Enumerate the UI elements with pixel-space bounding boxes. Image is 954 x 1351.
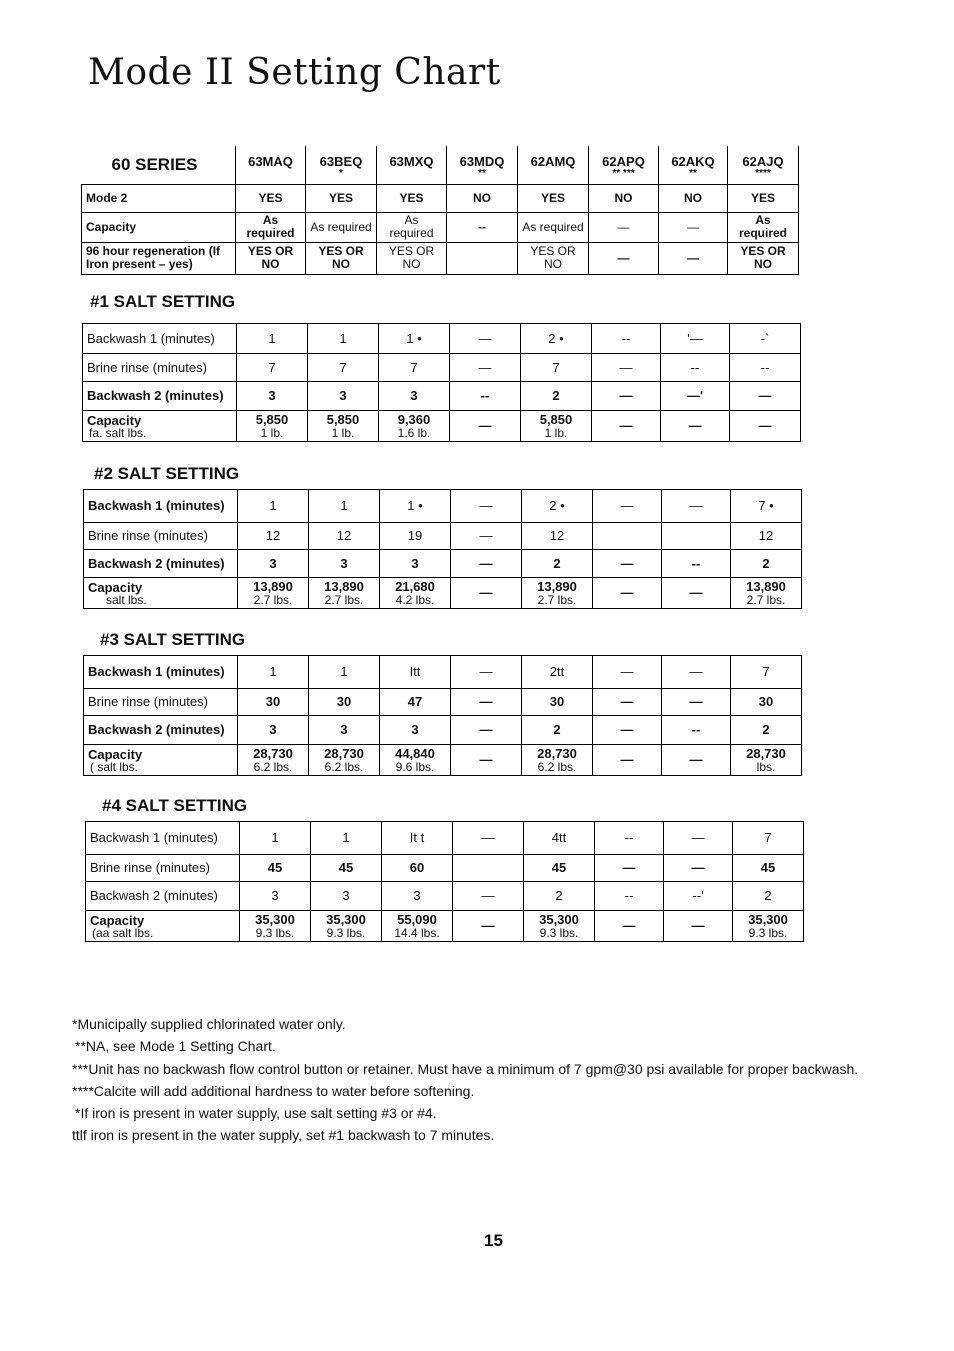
cell: 12: [238, 523, 309, 550]
cell: 3: [379, 382, 450, 411]
capacity-value: 28,730: [324, 745, 364, 761]
model-name: 62AKQ: [671, 153, 715, 169]
capacity-sublabel: ( salt lbs.: [90, 759, 139, 774]
model-mark: [240, 169, 301, 175]
cell: —: [451, 550, 522, 578]
footnote: **NA, see Mode 1 Setting Chart.: [75, 1038, 276, 1055]
capacity-value: —: [688, 418, 702, 434]
cell: YES OR NO: [306, 242, 377, 274]
salt-amount: 9.3 lbs.: [748, 925, 788, 940]
cell: [662, 745, 731, 776]
cell: 3: [238, 550, 309, 578]
cell: [593, 745, 662, 776]
cell: [380, 745, 451, 776]
capacity-value: —: [478, 418, 492, 434]
salt-amount: 2.7 lbs.: [253, 592, 293, 607]
capacity-value: 28,730: [746, 745, 786, 761]
cell: —: [451, 689, 522, 716]
row-label: Backwash 2 (minutes): [84, 716, 238, 745]
capacity-value: —: [620, 585, 634, 601]
table-row: [83, 411, 801, 442]
row-label: Brine rinse (minutes): [84, 523, 238, 550]
capacity-value: 35,300: [748, 911, 788, 927]
cell: 30: [522, 689, 593, 716]
cell: As required: [306, 212, 377, 242]
cell: -`: [730, 324, 801, 354]
cell: —: [659, 212, 728, 242]
salt-amount: 1.6 lb.: [397, 425, 431, 440]
cell: YES OR NO: [236, 242, 306, 274]
cell: [379, 411, 450, 442]
cell: [593, 523, 662, 550]
cell: YES: [377, 184, 447, 212]
cell: —: [451, 656, 522, 689]
cell: --: [447, 212, 518, 242]
row-label: [86, 911, 240, 942]
row-label: Backwash 1 (minutes): [83, 324, 237, 354]
table-row: [84, 716, 802, 745]
capacity-value: —: [622, 918, 636, 934]
cell: 3: [380, 716, 451, 745]
cell: '—: [661, 324, 730, 354]
section-heading: #2 SALT SETTING: [94, 464, 240, 483]
capacity-value: —: [479, 585, 493, 601]
capacity-value: 35,300: [326, 911, 366, 927]
model-header: [306, 146, 377, 184]
cell: 2tt: [522, 656, 593, 689]
cell: [730, 411, 801, 442]
capacity-value: 21,680: [395, 578, 435, 594]
cell: 1 •: [379, 324, 450, 354]
table-row: [82, 184, 799, 212]
cell: 1: [309, 656, 380, 689]
cell: 7 •: [731, 490, 802, 523]
model-name: 63MXQ: [389, 153, 434, 169]
cell: —: [730, 382, 801, 411]
cell: —: [592, 354, 661, 382]
cell: 1: [311, 822, 382, 855]
cell: 45: [311, 855, 382, 882]
cell: 12: [731, 523, 802, 550]
model-header: [377, 146, 447, 184]
model-name: 63MDQ: [459, 153, 505, 169]
cell: YES OR NO: [728, 242, 799, 274]
cell: —: [592, 382, 661, 411]
cell: —: [664, 855, 733, 882]
model-name: 62AJQ: [742, 153, 784, 169]
cell: [662, 523, 731, 550]
cell: —: [662, 656, 731, 689]
model-mark: **: [478, 167, 486, 179]
table-row: [86, 911, 804, 942]
model-mark: [522, 169, 584, 175]
cell: It t: [382, 822, 453, 855]
table-row: [82, 242, 799, 274]
cell: 60: [382, 855, 453, 882]
row-label: [84, 578, 238, 609]
capacity-value: 55,090: [397, 911, 437, 927]
cell: [238, 745, 309, 776]
table-row: [83, 324, 801, 354]
cell: 19: [380, 523, 451, 550]
cell: 45: [524, 855, 595, 882]
cell: --: [730, 354, 801, 382]
cell: 45: [240, 855, 311, 882]
cell: —: [589, 212, 659, 242]
cell: 2: [733, 882, 804, 911]
cell: [522, 745, 593, 776]
cell: As required: [518, 212, 589, 242]
section-heading: #4 SALT SETTING: [102, 796, 248, 815]
cell: 3: [240, 882, 311, 911]
cell: —: [453, 822, 524, 855]
salt-amount: 1 lb.: [544, 425, 568, 440]
capacity-label: Capacity: [88, 746, 143, 762]
cell: [450, 411, 521, 442]
cell: [733, 911, 804, 942]
cell: 47: [380, 689, 451, 716]
cell: 3: [311, 882, 382, 911]
model-header: [236, 146, 306, 184]
row-label: Mode 2: [82, 184, 236, 212]
row-label: Backwash 1 (minutes): [86, 822, 240, 855]
section-heading: #1 SALT SETTING: [90, 292, 236, 311]
salt-amount: 9.6 lbs.: [395, 759, 435, 774]
table-row: [84, 656, 802, 689]
capacity-label: Capacity: [87, 412, 142, 428]
row-label: 96 hour regeneration (If Iron present – yes): [82, 242, 236, 274]
cell: [453, 855, 524, 882]
cell: 3: [309, 550, 380, 578]
cell: 7: [237, 354, 308, 382]
cell: 30: [731, 689, 802, 716]
salt-amount: 6.2 lbs.: [537, 759, 577, 774]
model-header: [447, 146, 518, 184]
row-label: [84, 745, 238, 776]
cell: —: [595, 855, 664, 882]
capacity-sublabel: salt lbs.: [106, 592, 147, 607]
cell: [380, 578, 451, 609]
model-header: [728, 146, 799, 184]
row-label: Brine rinse (minutes): [84, 689, 238, 716]
cell: --': [664, 882, 733, 911]
salt-amount: 6.2 lbs.: [324, 759, 364, 774]
cell: —: [450, 324, 521, 354]
cell: [308, 411, 379, 442]
salt-amount: 1 lb.: [331, 425, 355, 440]
capacity-value: —: [758, 418, 772, 434]
cell: [447, 242, 518, 274]
capacity-value: 13,890: [324, 578, 364, 594]
cell: [451, 578, 522, 609]
cell: 2 •: [522, 490, 593, 523]
footnote: *Municipally supplied chlorinated water only.: [72, 1016, 346, 1032]
model-header: [518, 146, 589, 184]
cell: Itt: [380, 656, 451, 689]
cell: 2: [731, 550, 802, 578]
cell: 7: [308, 354, 379, 382]
salt-amount: 2.7 lbs.: [746, 592, 786, 607]
cell: [311, 911, 382, 942]
cell: 2: [522, 716, 593, 745]
cell: [382, 911, 453, 942]
capacity-value: —: [620, 752, 634, 768]
capacity-value: —: [481, 918, 495, 934]
cell: [592, 411, 661, 442]
salt-setting-table: [83, 489, 802, 609]
salt-amount: 9.3 lbs.: [255, 925, 295, 940]
capacity-value: 35,300: [255, 911, 295, 927]
cell: 3: [237, 382, 308, 411]
cell: 30: [238, 689, 309, 716]
salt-setting-table: [82, 323, 801, 442]
cell: --: [592, 324, 661, 354]
cell: As required: [377, 212, 447, 242]
cell: 7: [731, 656, 802, 689]
cell: 3: [382, 882, 453, 911]
cell: [309, 578, 380, 609]
cell: —: [451, 716, 522, 745]
capacity-value: —: [689, 585, 703, 601]
row-label: Backwash 2 (minutes): [86, 882, 240, 911]
salt-amount: lbs.: [756, 759, 776, 774]
salt-amount: 2.7 lbs.: [324, 592, 364, 607]
salt-amount: 1 lb.: [260, 425, 284, 440]
cell: As required: [728, 212, 799, 242]
cell: —: [589, 242, 659, 274]
cell: [731, 745, 802, 776]
cell: —: [593, 689, 662, 716]
capacity-value: 13,890: [537, 578, 577, 594]
table-row: [83, 354, 801, 382]
salt-amount: 2.7 lbs.: [537, 592, 577, 607]
cell: 7: [733, 822, 804, 855]
cell: 1 •: [380, 490, 451, 523]
cell: [309, 745, 380, 776]
footnote: ttlf iron is present in the water supply, set #1 backwash to 7 minutes.: [72, 1127, 495, 1144]
capacity-value: 44,840: [395, 745, 435, 761]
table-row: [84, 689, 802, 716]
model-header: [589, 146, 659, 184]
cell: —: [664, 822, 733, 855]
table-row: [82, 212, 799, 242]
cell: 7: [521, 354, 592, 382]
cell: NO: [447, 184, 518, 212]
cell: —: [450, 354, 521, 382]
model-name: 62APQ: [602, 153, 645, 169]
table-row: [84, 490, 802, 523]
capacity-value: 28,730: [537, 745, 577, 761]
series-label: 60 SERIES: [82, 146, 236, 184]
model-mark: [381, 169, 442, 175]
capacity-label: Capacity: [88, 579, 143, 595]
cell: 3: [308, 382, 379, 411]
capacity-value: 5,850: [255, 411, 289, 427]
cell: YES: [306, 184, 377, 212]
cell: —: [593, 490, 662, 523]
cell: 2: [522, 550, 593, 578]
cell: 4tt: [524, 822, 595, 855]
capacity-label: Capacity: [90, 912, 145, 928]
table-row: [84, 523, 802, 550]
cell: —: [593, 656, 662, 689]
capacity-value: —: [691, 918, 705, 934]
row-label: [83, 411, 237, 442]
cell: [524, 911, 595, 942]
capacity-value: —: [689, 752, 703, 768]
footnote: ***Unit has no backwash flow control button or retainer. Must have a minimum of 7 gpm@30 psi available for proper backwash.: [72, 1060, 859, 1077]
cell: NO: [589, 184, 659, 212]
footnote: ****Calcite will add additional hardness to water before softening.: [72, 1082, 475, 1099]
cell: YES: [236, 184, 306, 212]
page-number: 15: [484, 1231, 503, 1250]
cell: 12: [309, 523, 380, 550]
salt-amount: 4.2 lbs.: [395, 592, 435, 607]
capacity-value: 28,730: [253, 745, 293, 761]
cell: NO: [659, 184, 728, 212]
row-label: Brine rinse (minutes): [86, 855, 240, 882]
cell: --: [595, 882, 664, 911]
salt-amount: 9.3 lbs.: [539, 925, 579, 940]
cell: [238, 578, 309, 609]
cell: 30: [309, 689, 380, 716]
cell: 2 •: [521, 324, 592, 354]
page-title: Mode II Setting Chart: [88, 52, 501, 93]
footnotes: [72, 1013, 858, 1147]
table-row: [86, 882, 804, 911]
cell: YES: [728, 184, 799, 212]
model-name: 62AMQ: [530, 153, 576, 169]
cell: YES OR NO: [377, 242, 447, 274]
salt-setting-table: [83, 655, 802, 776]
cell: [237, 411, 308, 442]
row-label: Backwash 1 (minutes): [84, 656, 238, 689]
model-mark: **: [689, 167, 697, 179]
table-row: [84, 550, 802, 578]
cell: [661, 411, 730, 442]
cell: —: [662, 689, 731, 716]
table-row: [83, 382, 801, 411]
cell: 1: [237, 324, 308, 354]
cell: 1: [238, 656, 309, 689]
cell: --: [661, 354, 730, 382]
footnote: *If iron is present in water supply, use salt setting #3 or #4.: [75, 1105, 437, 1122]
cell: 3: [309, 716, 380, 745]
row-label: Capacity: [82, 212, 236, 242]
table-row: [84, 745, 802, 776]
cell: 3: [238, 716, 309, 745]
capacity-value: 5,850: [326, 411, 360, 427]
cell: --: [595, 822, 664, 855]
cell: 2: [731, 716, 802, 745]
cell: YES OR NO: [518, 242, 589, 274]
cell: --: [662, 550, 731, 578]
cell: 45: [733, 855, 804, 882]
cell: 2: [524, 882, 595, 911]
cell: —: [453, 882, 524, 911]
capacity-sublabel: fa. salt lbs.: [89, 425, 147, 440]
table-row: [84, 578, 802, 609]
cell: As required: [236, 212, 306, 242]
cell: [664, 911, 733, 942]
cell: --: [450, 382, 521, 411]
cell: [595, 911, 664, 942]
model-name: 63BEQ: [319, 153, 363, 169]
capacity-sublabel: (aa salt lbs.: [92, 925, 154, 940]
cell: [662, 578, 731, 609]
cell: —: [593, 716, 662, 745]
capacity-value: 13,890: [253, 578, 293, 594]
cell: [521, 411, 592, 442]
cell: 1: [309, 490, 380, 523]
cell: 3: [380, 550, 451, 578]
cell: —: [659, 242, 728, 274]
cell: 1: [240, 822, 311, 855]
table-row: [86, 822, 804, 855]
cell: [522, 578, 593, 609]
cell: [453, 911, 524, 942]
model-mark: ** ***: [612, 167, 635, 179]
row-label: Backwash 1 (minutes): [84, 490, 238, 523]
capacity-value: 5,850: [539, 411, 573, 427]
cell: [451, 745, 522, 776]
cell: 7: [379, 354, 450, 382]
model-name: 63MAQ: [248, 153, 293, 169]
salt-setting-table: [85, 821, 804, 942]
capacity-value: —: [479, 752, 493, 768]
cell: —: [451, 490, 522, 523]
series-table: [81, 146, 799, 275]
cell: —: [593, 550, 662, 578]
cell: YES: [518, 184, 589, 212]
row-label: Brine rinse (minutes): [83, 354, 237, 382]
cell: [240, 911, 311, 942]
capacity-value: 13,890: [746, 578, 786, 594]
table-row: [86, 855, 804, 882]
model-mark: ****: [755, 167, 771, 179]
section-heading: #3 SALT SETTING: [100, 630, 246, 649]
cell: —: [451, 523, 522, 550]
cell: —': [661, 382, 730, 411]
row-label: Backwash 2 (minutes): [84, 550, 238, 578]
capacity-value: 9,360: [397, 411, 431, 427]
salt-amount: 9.3 lbs.: [326, 925, 366, 940]
model-header: [659, 146, 728, 184]
capacity-value: —: [619, 418, 633, 434]
salt-amount: 6.2 lbs.: [253, 759, 293, 774]
cell: —: [662, 490, 731, 523]
cell: 12: [522, 523, 593, 550]
cell: [593, 578, 662, 609]
cell: 1: [238, 490, 309, 523]
cell: [731, 578, 802, 609]
row-label: Backwash 2 (minutes): [83, 382, 237, 411]
model-mark: *: [339, 167, 343, 179]
capacity-value: 35,300: [539, 911, 579, 927]
cell: 1: [308, 324, 379, 354]
cell: 2: [521, 382, 592, 411]
cell: --: [662, 716, 731, 745]
salt-amount: 14.4 lbs.: [394, 925, 440, 940]
